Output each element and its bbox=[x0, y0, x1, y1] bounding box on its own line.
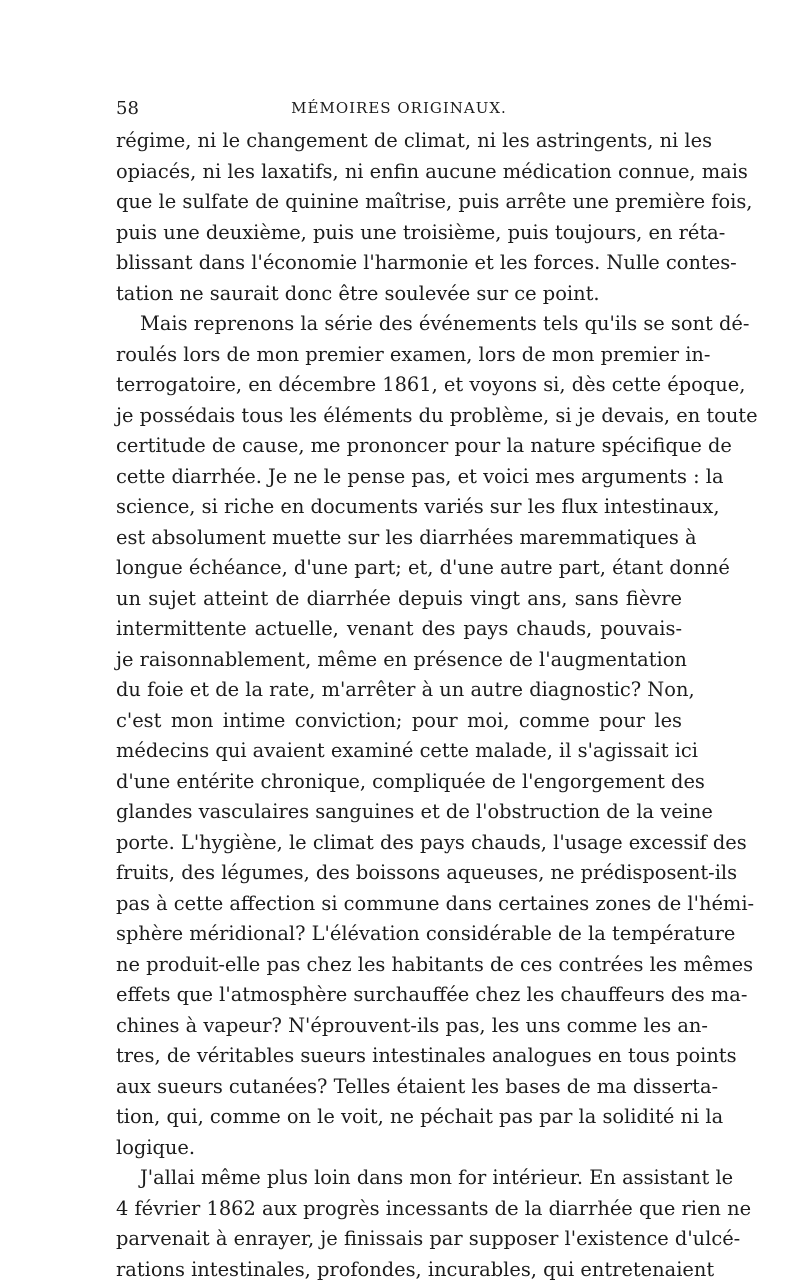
text-line: tion, qui, comme on le voit, ne péchait pas par la solidité ni la bbox=[116, 1102, 682, 1133]
text-line: rations intestinales, profondes, incurables, qui entretenaient bbox=[116, 1255, 682, 1285]
text-line: logique. bbox=[116, 1133, 682, 1164]
running-head bbox=[116, 98, 682, 124]
text-line: effets que l'atmosphère surchauffée chez les chauffeurs des ma- bbox=[116, 980, 682, 1011]
text-line: d'une entérite chronique, compliquée de l'engorgement des bbox=[116, 767, 682, 798]
text-line: ne produit-elle pas chez les habitants de ces contrées les mêmes bbox=[116, 950, 682, 981]
text-line: certitude de cause, me prononcer pour la nature spécifique de bbox=[116, 431, 682, 462]
text-line: blissant dans l'économie l'harmonie et les forces. Nulle contes- bbox=[116, 248, 682, 279]
text-line: longue échéance, d'une part; et, d'une autre part, étant donné bbox=[116, 553, 682, 584]
text-line: 4 février 1862 aux progrès incessants de la diarrhée que rien ne bbox=[116, 1194, 682, 1225]
text-line: porte. L'hygiène, le climat des pays chauds, l'usage excessif des bbox=[116, 828, 682, 859]
text-line: que le sulfate de quinine maîtrise, puis arrête une première fois, bbox=[116, 187, 682, 218]
text-line: du foie et de la rate, m'arrêter à un autre diagnostic? Non, bbox=[116, 675, 682, 706]
running-title: MÉMOIRES ORIGINAUX. bbox=[116, 99, 682, 117]
text-line: médecins qui avaient examiné cette malade, il s'agissait ici bbox=[116, 736, 682, 767]
paragraph bbox=[116, 126, 682, 309]
text-line: tres, de véritables sueurs intestinales analogues en tous points bbox=[116, 1041, 682, 1072]
text-line: glandes vasculaires sanguines et de l'obstruction de la veine bbox=[116, 797, 682, 828]
paragraph bbox=[116, 309, 682, 1163]
text-line: un sujet atteint de diarrhée depuis vingt ans, sans fièvre bbox=[116, 584, 682, 615]
text-line: terrogatoire, en décembre 1861, et voyons si, dès cette époque, bbox=[116, 370, 682, 401]
text-line: régime, ni le changement de climat, ni les astringents, ni les bbox=[116, 126, 682, 157]
text-line: J'allai même plus loin dans mon for intérieur. En assistant le bbox=[116, 1163, 682, 1194]
text-line: est absolument muette sur les diarrhées maremmatiques à bbox=[116, 523, 682, 554]
page-number: 58 bbox=[116, 98, 139, 119]
text-line: sphère méridional? L'élévation considérable de la température bbox=[116, 919, 682, 950]
text-line: cette diarrhée. Je ne le pense pas, et voici mes arguments : la bbox=[116, 462, 682, 493]
text-line: roulés lors de mon premier examen, lors de mon premier in- bbox=[116, 340, 682, 371]
text-line: pas à cette affection si commune dans certaines zones de l'hémi- bbox=[116, 889, 682, 920]
text-line: chines à vapeur? N'éprouvent-ils pas, les uns comme les an- bbox=[116, 1011, 682, 1042]
text-line: parvenait à enrayer, je finissais par supposer l'existence d'ulcé- bbox=[116, 1224, 682, 1255]
text-line: puis une deuxième, puis une troisième, puis toujours, en réta- bbox=[116, 218, 682, 249]
text-line: aux sueurs cutanées? Telles étaient les bases de ma disserta- bbox=[116, 1072, 682, 1103]
text-line: tation ne saurait donc être soulevée sur ce point. bbox=[116, 279, 682, 310]
text-line: je raisonnablement, même en présence de l'augmentation bbox=[116, 645, 682, 676]
text-line: science, si riche en documents variés sur les flux intestinaux, bbox=[116, 492, 682, 523]
body-text bbox=[116, 126, 682, 1285]
text-line: je possédais tous les éléments du problème, si je devais, en toute bbox=[116, 401, 682, 432]
text-line: intermittente actuelle, venant des pays chauds, pouvais- bbox=[116, 614, 682, 645]
paragraph bbox=[116, 1163, 682, 1285]
text-line: opiacés, ni les laxatifs, ni enfin aucune médication connue, mais bbox=[116, 157, 682, 188]
text-line: c'est mon intime conviction; pour moi, comme pour les bbox=[116, 706, 682, 737]
text-line: fruits, des légumes, des boissons aqueuses, ne prédisposent-ils bbox=[116, 858, 682, 889]
text-line: Mais reprenons la série des événements tels qu'ils se sont dé- bbox=[116, 309, 682, 340]
